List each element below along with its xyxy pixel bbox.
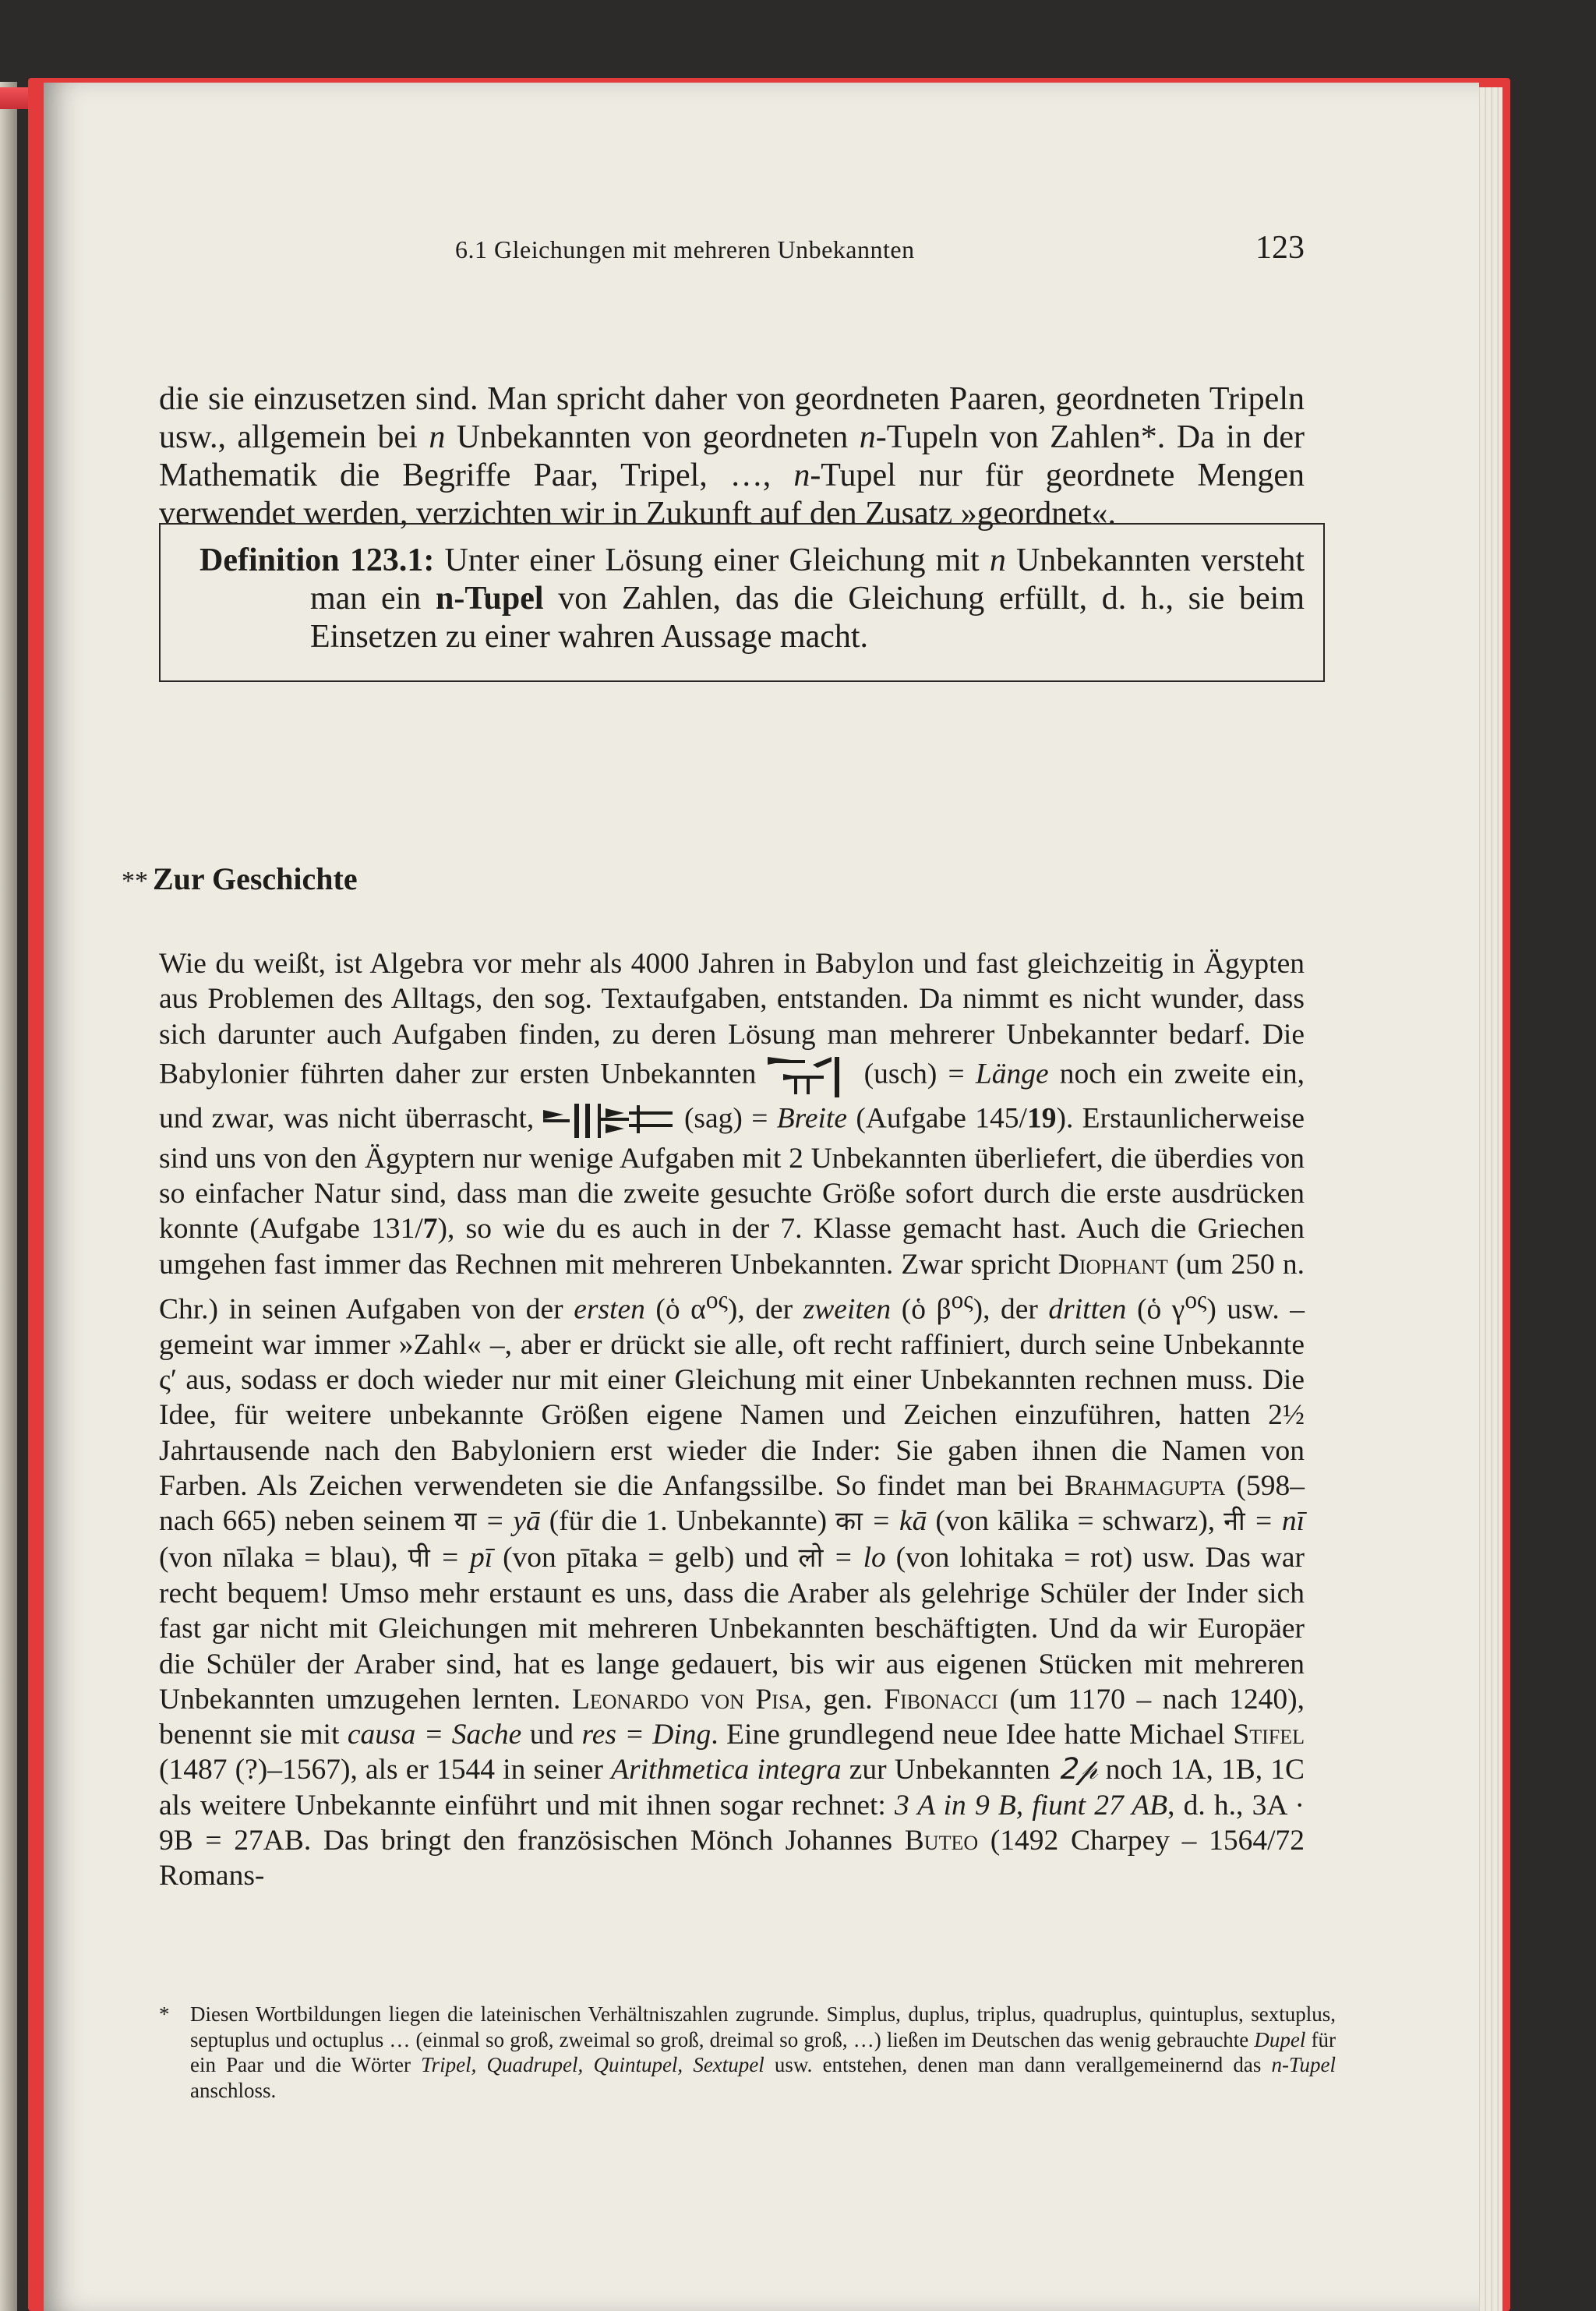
- history-paragraph: [159, 946, 1305, 1894]
- footnote: [159, 2002, 1336, 2103]
- page-content: [122, 83, 1336, 2311]
- text-run: und: [521, 1719, 582, 1751]
- text-run: = nī: [1245, 1505, 1305, 1538]
- stifel-unknown-icon: 𝟤𝓅: [1058, 1754, 1098, 1786]
- text-run: Dupel: [1254, 2027, 1306, 2051]
- text-run: res = Ding: [581, 1719, 711, 1751]
- text-run: -Tupel nur für geordnete Mengen verwendet werden, verzichten wir in Zukunft auf den Zusatz »geordnet«.: [159, 458, 1305, 532]
- text-run: (von lohitaka = rot) usw. Das war recht bequem! Umso mehr erstaunt es uns, dass die Araber als gelehrige Schüler der Inder sich fast gar nicht mit Gleichungen mit mehreren Unbekannten beschäftigten. Und da wir Europäer die Schüler der Araber sind, hat es lange gedauert, bis wir aus eigenen Stücken mit mehreren Unbekannten umzugehen lernten.: [159, 1541, 1305, 1716]
- greek-run: (ὁ β: [891, 1293, 952, 1326]
- exercise-ref: 7: [422, 1213, 438, 1246]
- devanagari-ka-icon: का: [835, 1506, 863, 1538]
- text-run: (1487 (?)–1567), als er 1544 in seiner: [159, 1754, 612, 1786]
- text-run: . Eine grundlegend neue Idee hatte Michael: [711, 1719, 1234, 1751]
- text-run: (598– nach 665) neben seinem: [159, 1470, 1305, 1538]
- definition-text: [200, 542, 1305, 656]
- text-run: Arithmetica integra: [611, 1754, 842, 1786]
- person-name: Leonardo von Pisa: [571, 1683, 805, 1716]
- person-name: Fibonacci: [884, 1683, 998, 1716]
- greek-superscript: ος: [951, 1286, 973, 1314]
- book-page: [44, 83, 1479, 2311]
- text-run: Unbekannten von geordneten: [445, 419, 860, 455]
- text-run: Wie du weißt, ist Algebra vor mehr als 4000 Jahren in Babylon und fast gleichzeitig in Ägypten aus Problemen des Alltags, den sog. Textaufgaben, entstanden. Da nimmt es nicht wunder, dass sich darunter auch Aufgaben finden, zu deren Lösung man mehrerer Unbekannter bedarf. Die Babylonier führten daher zur ersten Unbekannten: [159, 948, 1305, 1090]
- text-run: für ein Paar und die Wörter: [190, 2027, 1336, 2076]
- text-run: ), der: [727, 1293, 803, 1326]
- text-run: ). Erstaunlicherweise sind uns von den Ägyptern nur wenige Aufgaben mit 2 Unbekannten überliefert, die überdies von so einfacher Natur sind, dass man die zweite gesuchte Größe sofort durch die erste ausdrücken konnte (Aufgabe 131/: [159, 1102, 1305, 1246]
- text-run: ): [1206, 1293, 1216, 1326]
- person-name: Buteo: [904, 1825, 979, 1857]
- text-run: (sag) =: [675, 1102, 777, 1135]
- text-run: Breite: [776, 1102, 847, 1135]
- definition-box: [159, 523, 1325, 682]
- text-run: zur Unbekannten: [841, 1754, 1058, 1786]
- math-var: n: [793, 458, 810, 493]
- text-run: 3 A in 9 B, fiunt 27 AB: [894, 1789, 1168, 1822]
- text-run: (1492 Charpey – 1564/72 Romans-: [159, 1825, 1305, 1892]
- text-run: (um 250 n. Chr.) in seinen Aufgaben von der: [159, 1248, 1305, 1326]
- previous-page-edge: [0, 82, 17, 2311]
- text-run: Tripel, Quadrupel, Quintupel, Sextupel: [421, 2053, 764, 2076]
- text-run: Länge: [975, 1058, 1049, 1090]
- difficulty-stars: **: [122, 867, 148, 896]
- math-var: n: [989, 542, 1006, 578]
- definition-label: Definition 123.1:: [200, 542, 435, 578]
- text-run: -Tupeln von Zahlen*. Da in der Mathematik die Begriffe Paar, Tripel, …,: [159, 419, 1305, 493]
- text-run: = lo: [823, 1541, 886, 1574]
- chapter-title: 6.1 Gleichungen mit mehreren Unbekannten: [455, 235, 915, 263]
- text-run: (usch) =: [853, 1058, 976, 1090]
- text-run: = pī: [429, 1541, 493, 1574]
- text-run: Diesen Wortbildungen liegen die lateinischen Verhältniszahlen zugrunde. Simplus, duplus, triplus, quadruplus, quintuplus, sextuplus, septuplus und octuplus … (einmal so groß, zweimal so groß, dreimal so groß, …) ließen im Deutschen das wenig gebrauchte: [190, 2002, 1336, 2051]
- text-run: usw. – gemeint war immer »Zahl« –, aber er drückt sie alle, oft recht raffiniert, durch seine Unbekannte ς′ aus, sodass er doch wieder nur mit einer Gleichung mit einer Unbekannten rechnen muss. Die Idee, für weitere unbekannte Größen eigene Namen und Zeichen einzuführen, hatten 2½ Jahrtausende nach den Babyloniern erst wieder die Inder: Sie gaben ihnen die Namen von Farben. Als Zeichen verwendeten sie die Anfangssilbe. So findet man bei: [159, 1293, 1305, 1503]
- text-run: (von kālika = schwarz),: [927, 1505, 1224, 1538]
- text-run: (für die 1. Unbekannte): [540, 1505, 836, 1538]
- text-run: (Aufgabe 145/: [847, 1102, 1027, 1135]
- person-name: Diophant: [1058, 1248, 1168, 1281]
- cuneiform-sag-icon: [543, 1101, 676, 1141]
- greek-run: (ὁ α: [644, 1293, 706, 1326]
- text-run: usw. entstehen, denen man dann verallgemeinernd das: [764, 2053, 1272, 2076]
- cuneiform-usch-icon: [768, 1052, 853, 1101]
- text-run: (um 1170 – nach 1240), benennt sie mit: [159, 1683, 1305, 1751]
- text-run: zweiten: [803, 1293, 892, 1326]
- text-run: ), der: [973, 1293, 1049, 1326]
- text-run: (von nīlaka = blau),: [159, 1541, 408, 1574]
- text-run: Unbekannten versteht man ein: [310, 542, 1305, 617]
- devanagari-lo-icon: लो: [798, 1542, 824, 1574]
- text-run: anschloss.: [190, 2078, 277, 2102]
- greek-superscript: ος: [1185, 1286, 1207, 1314]
- devanagari-pi-icon: पी: [408, 1542, 430, 1574]
- section-heading: [122, 860, 358, 897]
- text-run: ersten: [574, 1293, 645, 1326]
- text-run: Unter einer Lösung einer Gleichung mit: [434, 542, 990, 578]
- text-run: , d. h., 3A · 9B = 27AB. Das bringt den französischen Mönch Johannes: [159, 1789, 1305, 1857]
- footnote-mark: *: [159, 2002, 170, 2026]
- greek-run: (ὁ γ: [1126, 1293, 1185, 1326]
- text-run: noch ein zweite ein, und zwar, was nicht überrascht,: [159, 1058, 1305, 1135]
- person-name: Stifel: [1233, 1719, 1305, 1751]
- text-run: n-Tupel: [1271, 2053, 1336, 2076]
- page-number: 123: [1255, 230, 1305, 266]
- definition-term: n-Tupel: [436, 581, 544, 617]
- intro-paragraph: [159, 380, 1305, 533]
- text-run: dritten: [1048, 1293, 1127, 1326]
- devanagari-ni-icon: नी: [1223, 1506, 1245, 1538]
- greek-superscript: ος: [705, 1286, 728, 1314]
- text-run: = kā: [862, 1505, 927, 1538]
- section-heading-text: Zur Geschichte: [153, 861, 358, 896]
- math-var: n: [429, 419, 446, 455]
- text-run: von Zahlen, das die Gleichung erfüllt, d. h., sie beim Einsetzen zu einer wahren Aussage macht.: [310, 581, 1305, 655]
- text-run: = yā: [476, 1505, 541, 1538]
- text-run: noch 1A, 1B, 1C als weitere Unbekannte einführt und mit ihnen sogar rechnet:: [159, 1754, 1305, 1822]
- text-run: (von pītaka = gelb) und: [493, 1541, 799, 1574]
- text-run: causa = Sache: [347, 1719, 522, 1751]
- exercise-ref: 19: [1026, 1102, 1057, 1135]
- person-name: Brahmagupta: [1064, 1470, 1226, 1503]
- text-run: , gen.: [804, 1683, 885, 1716]
- devanagari-ya-icon: या: [454, 1506, 477, 1538]
- text-run: die sie einzusetzen sind. Man spricht daher von geordneten Paaren, geordneten Tripeln usw., allgemein bei: [159, 381, 1305, 455]
- math-var: n: [859, 419, 876, 455]
- text-run: ), so wie du es auch in der 7. Klasse gemacht hast. Auch die Griechen umgehen fast immer das Rechnen mit mehreren Unbekannten. Zwar spricht: [159, 1213, 1305, 1281]
- running-head: [159, 229, 1305, 276]
